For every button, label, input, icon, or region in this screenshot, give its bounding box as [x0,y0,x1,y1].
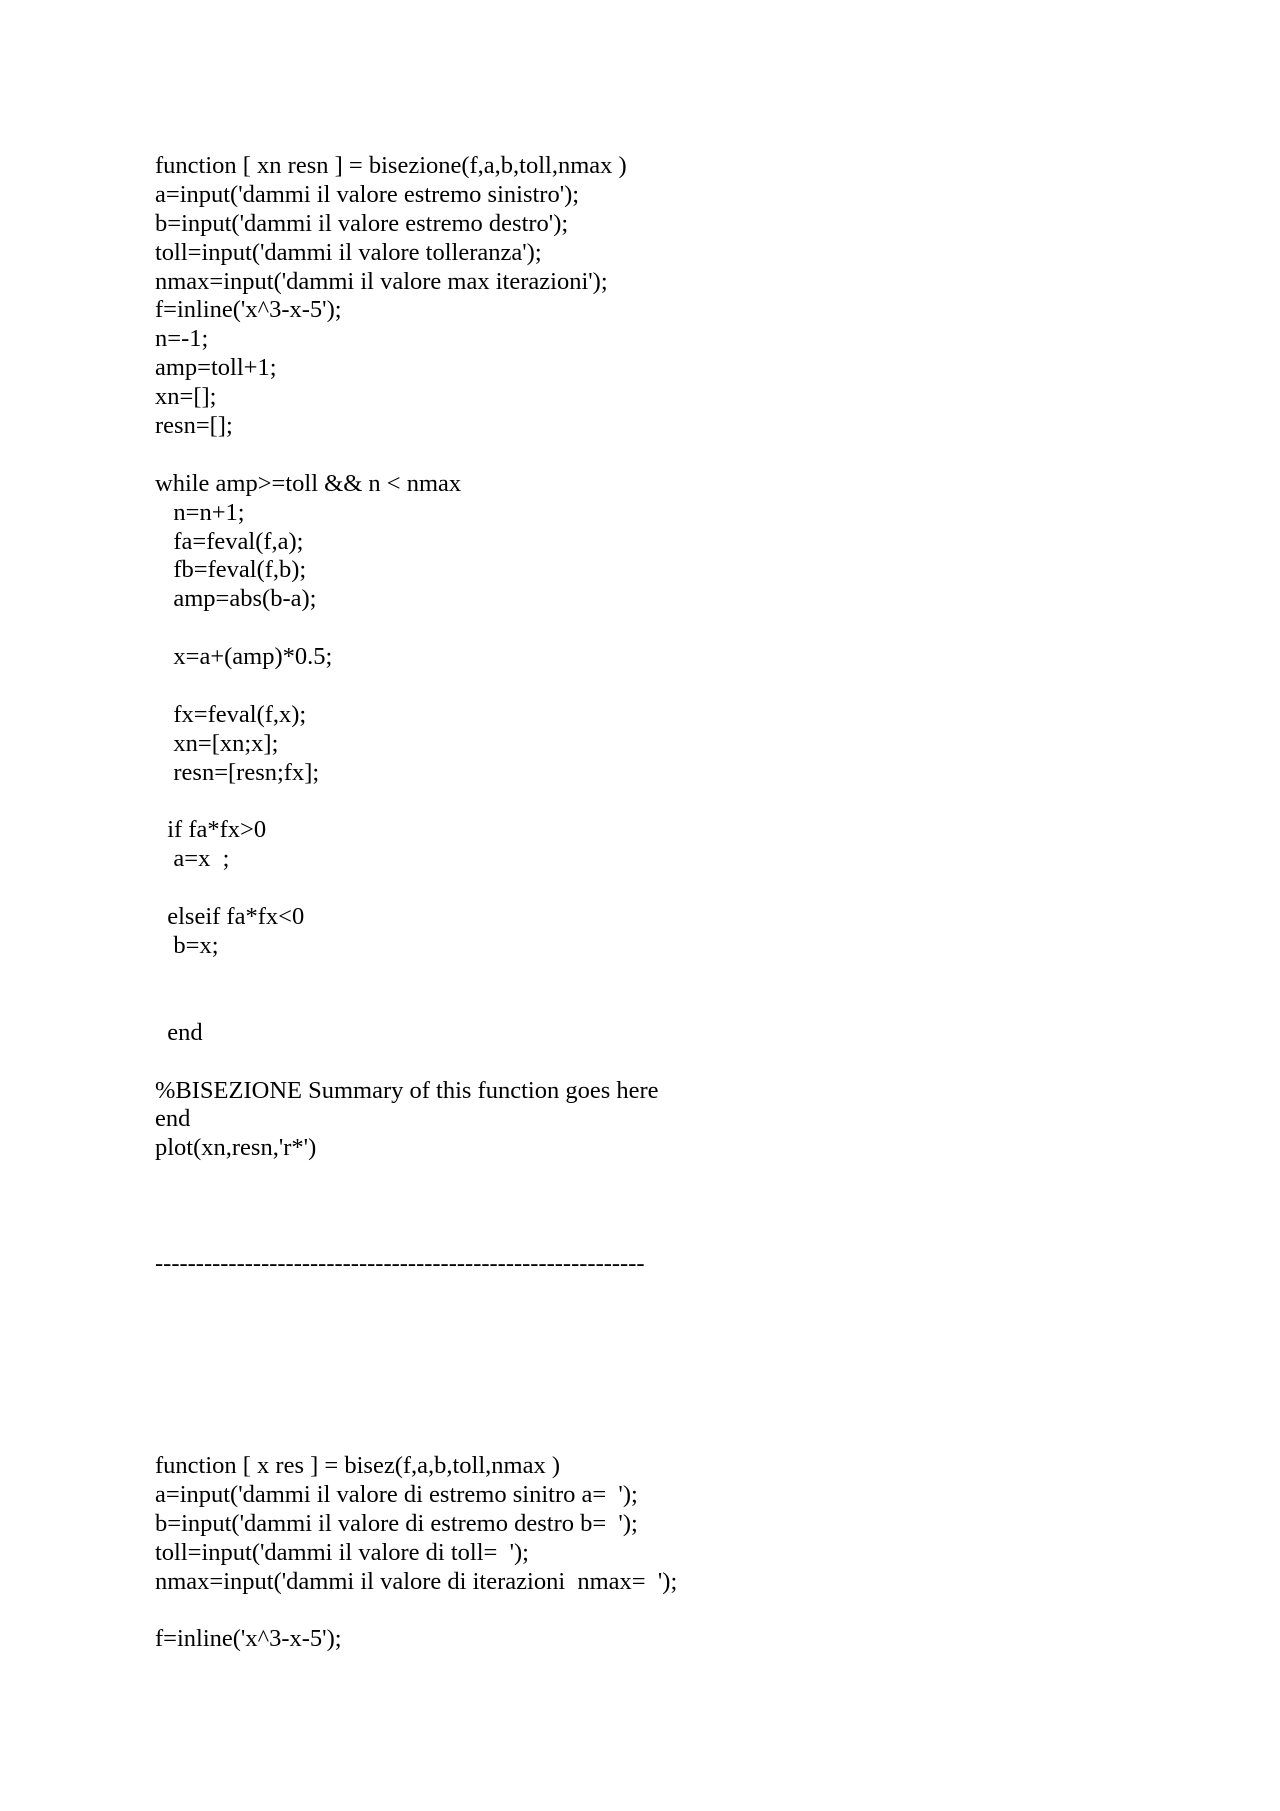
code-line: resn=[resn;fx]; [155,758,320,786]
code-line: b=input('dammi il valore di estremo destro b= '); [155,1509,638,1537]
blank-line [155,1221,1155,1250]
code-line: resn=[]; [155,412,233,440]
blank-line [155,614,1155,643]
code-line: a=input('dammi il valore di estremo sinitro a= '); [155,1480,638,1508]
code-line: nmax=input('dammi il valore max iterazioni'); [155,267,608,295]
code-line: fa=feval(f,a); [155,527,304,555]
code-line: a=x ; [155,845,230,873]
code-line: nmax=input('dammi il valore di iterazioni nmax= '); [155,1567,678,1595]
blank-line [155,1192,1155,1221]
blank-line [155,874,1155,903]
blank-line [155,672,1155,701]
blank-line [155,1279,1155,1308]
code-line: fb=feval(f,b); [155,556,307,584]
code-line: a=input('dammi il valore estremo sinistro'); [155,180,580,208]
blank-line [155,1597,1155,1626]
code-line: n=n+1; [155,498,245,526]
code-line: fx=feval(f,x); [155,700,307,728]
code-line: x=a+(amp)*0.5; [155,643,333,671]
blank-line [155,1163,1155,1192]
code-line: ------------------------------------------------------------ [155,1249,645,1277]
blank-line [155,1308,1155,1337]
code-line: f=inline('x^3-x-5'); [155,1625,342,1653]
code-line: %BISEZIONE Summary of this function goes here [155,1076,659,1104]
code-line: if fa*fx>0 [155,816,267,844]
code-line: n=-1; [155,325,209,353]
blank-line [155,990,1155,1019]
code-line: amp=abs(b-a); [155,585,317,613]
blank-line [155,441,1155,470]
code-line: xn=[xn;x]; [155,729,279,757]
code-line: amp=toll+1; [155,354,277,382]
code-line: while amp>=toll && n < nmax [155,469,462,497]
blank-line [155,1337,1155,1366]
blank-line [155,1048,1155,1077]
code-line: function [ xn resn ] = bisezione(f,a,b,toll,nmax ) [155,152,627,179]
code-line: toll=input('dammi il valore tolleranza'); [155,238,542,266]
code-line: plot(xn,resn,'r*') [155,1134,317,1162]
code-line: toll=input('dammi il valore di toll= '); [155,1538,529,1566]
code-text-block [155,152,1155,1654]
blank-line [155,788,1155,817]
code-line: b=x; [155,932,219,960]
code-line: end [155,1018,203,1046]
code-line: f=inline('x^3-x-5'); [155,296,342,324]
code-line: xn=[]; [155,383,217,411]
code-line: elseif fa*fx<0 [155,903,305,931]
code-line: end [155,1105,191,1133]
blank-line [155,1394,1155,1423]
blank-line [155,1423,1155,1452]
code-line: b=input('dammi il valore estremo destro'); [155,209,569,237]
code-line: function [ x res ] = bisez(f,a,b,toll,nmax ) [155,1452,561,1480]
blank-line [155,961,1155,990]
blank-line [155,1365,1155,1394]
